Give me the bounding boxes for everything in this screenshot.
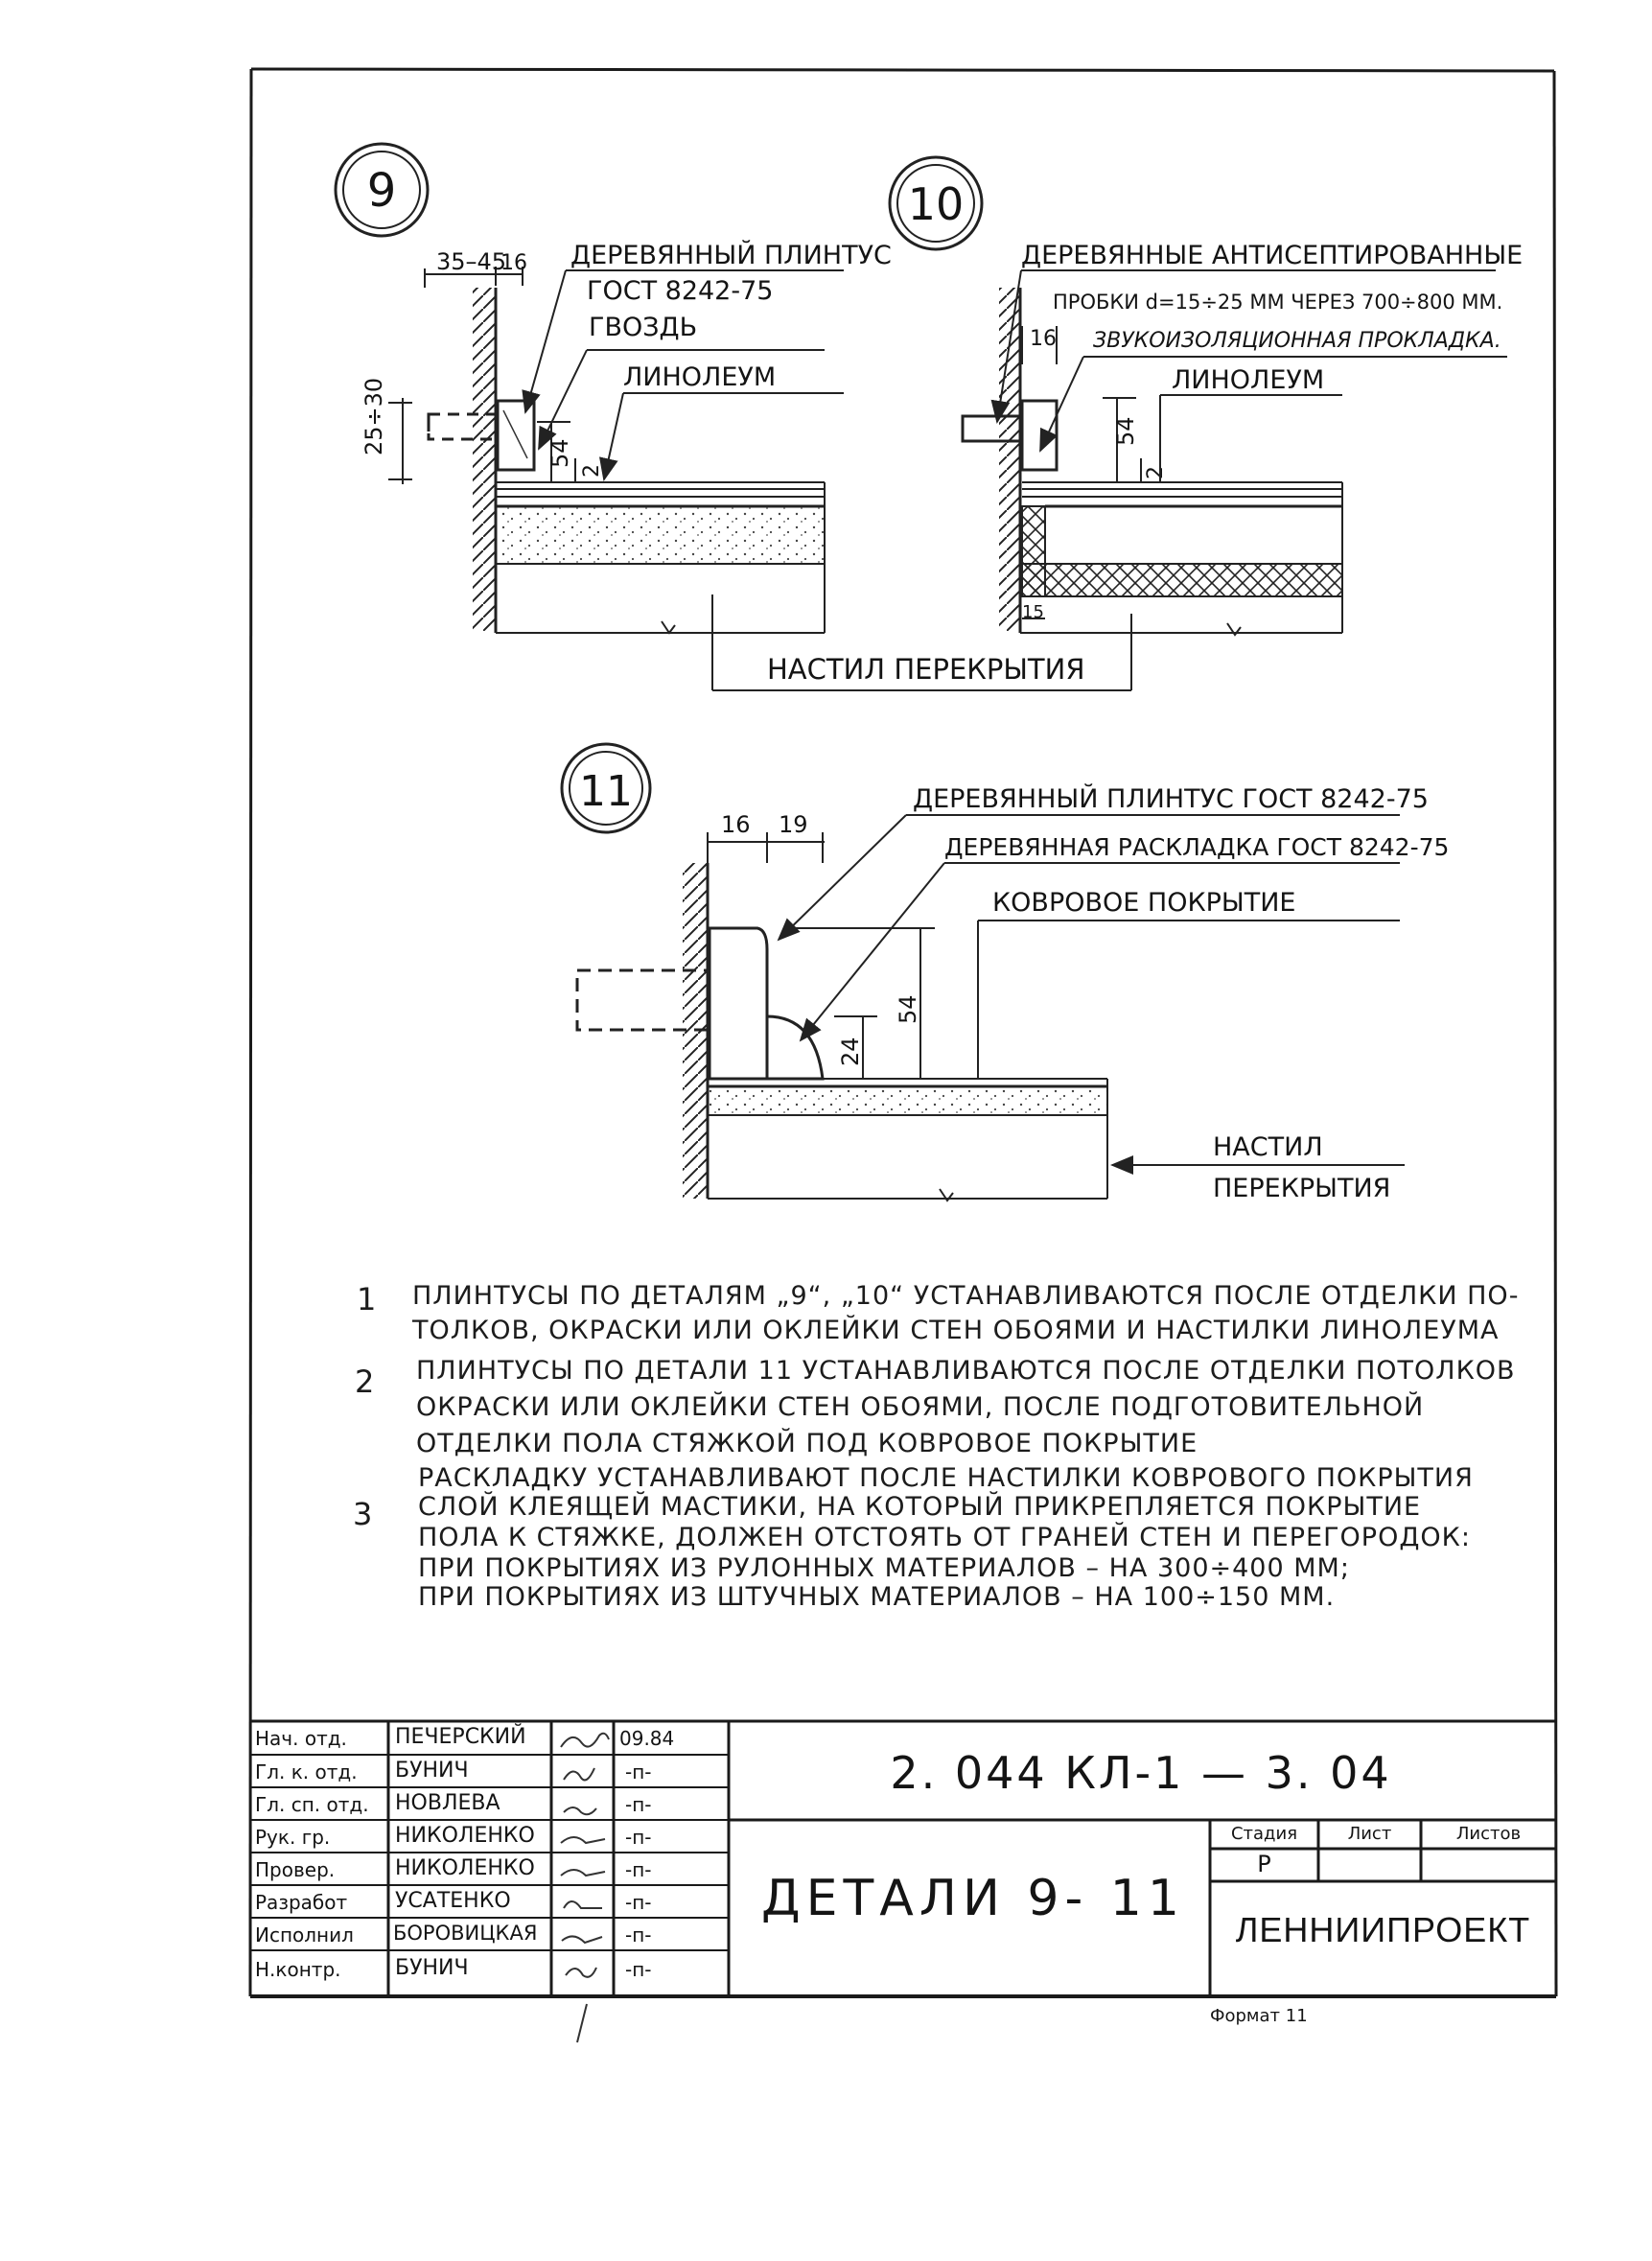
tb-date: -п- (625, 1793, 652, 1816)
tb-date: -п- (625, 1858, 652, 1881)
detail-11-carpet-label: КОВРОВОЕ ПОКРЫТИЕ (992, 888, 1296, 918)
tb-date: -п- (625, 1826, 652, 1849)
tb-name: БУНИЧ (395, 1759, 469, 1783)
detail-9-linoleum-label: ЛИНОЛЕУМ (623, 362, 777, 392)
tb-role: Гл. к. отд. (255, 1760, 358, 1783)
svg-text:24: 24 (837, 1037, 864, 1066)
detail-10-marker (890, 157, 982, 249)
tb-role: Исполнил (255, 1923, 354, 1946)
tb-role: Гл. сп. отд. (255, 1793, 369, 1816)
format-label: Формат 11 (1210, 2006, 1308, 2026)
slab-label: НАСТИЛ ПЕРЕКРЫТИЯ (767, 653, 1085, 686)
note-2-line-3: ОТДЕЛКИ ПОЛА СТЯЖКОЙ ПОД КОВРОВОЕ ПОКРЫТИЕ (416, 1429, 1198, 1458)
detail-9-floor (496, 482, 825, 633)
svg-text:11: 11 (579, 767, 633, 816)
detail-10-plugs-size-label: ПРОБКИ d=15÷25 ММ ЧЕРЕЗ 700÷800 ММ. (1053, 291, 1503, 314)
sheet-title: ДЕТАЛИ 9- 11 (761, 1870, 1185, 1927)
detail-11-plinth-label: ДЕРЕВЯННЫЙ ПЛИНТУС ГОСТ 8242-75 (913, 784, 1429, 814)
tb-name: БОРОВИЦКАЯ (393, 1922, 538, 1945)
tb-name: НОВЛЕВА (395, 1791, 500, 1815)
detail-9 (336, 144, 892, 633)
detail-9-marker (336, 144, 428, 236)
note-3-number: 3 (353, 1496, 373, 1532)
detail-11-slab-label-1: НАСТИЛ (1213, 1132, 1323, 1162)
detail-10-plugs-label: ДЕРЕВЯННЫЕ АНТИСЕПТИРОВАННЫЕ (1021, 241, 1524, 270)
detail-11-marker (562, 744, 650, 832)
tb-role: Разработ (255, 1891, 348, 1914)
document-code: 2. 044 КЛ-1 — 3. 04 (890, 1747, 1392, 1799)
tb-name: НИКОЛЕНКО (395, 1824, 535, 1848)
stage-header: Стадия (1230, 1824, 1298, 1844)
organization-name: ЛЕННИИПРОЕКТ (1235, 1910, 1531, 1949)
svg-text:54: 54 (1112, 416, 1139, 446)
sheet-frame (250, 69, 1556, 1996)
detail-10-linoleum-label: ЛИНОЛЕУМ (1172, 365, 1325, 395)
svg-text:10: 10 (907, 178, 965, 230)
tb-role: Рук. гр. (255, 1826, 331, 1849)
note-1-line-1: ПЛИНТУСЫ ПО ДЕТАЛЯМ „9“, „10“ УСТАНАВЛИВАЮТСЯ ПОСЛЕ ОТДЕЛКИ ПО- (412, 1281, 1520, 1311)
note-2-line-4: РАСКЛАДКУ УСТАНАВЛИВАЮТ ПОСЛЕ НАСТИЛКИ КОВРОВОГО ПОКРЫТИЯ (418, 1463, 1474, 1493)
tb-date: -п- (625, 1891, 652, 1914)
note-3-line-4: ПРИ ПОКРЫТИЯХ ИЗ ШТУЧНЫХ МАТЕРИАЛОВ – НА 100÷150 ММ. (418, 1582, 1336, 1612)
note-2-line-2: ОКРАСКИ ИЛИ ОКЛЕЙКИ СТЕН ОБОЯМИ, ПОСЛЕ ПОДГОТОВИТЕЛЬНОЙ (416, 1392, 1425, 1422)
svg-text:9: 9 (366, 164, 397, 218)
note-3-line-1: СЛОЙ КЛЕЯЩЕЙ МАСТИКИ, НА КОТОРЫЙ ПРИКРЕПЛЯЕТСЯ ПОКРЫТИЕ (418, 1492, 1422, 1522)
svg-text:54: 54 (547, 438, 573, 468)
sheet-header: Лист (1347, 1824, 1392, 1844)
detail-11-strip (767, 1016, 823, 1079)
note-2-number: 2 (355, 1364, 375, 1400)
detail-10-plinth (1022, 401, 1057, 470)
svg-text:19: 19 (779, 811, 808, 838)
detail-9-gost-label: ГОСТ 8242-75 (587, 276, 774, 306)
tb-date: -п- (625, 1760, 652, 1783)
detail-11-floor (708, 1079, 1107, 1200)
tb-role: Провер. (255, 1858, 336, 1881)
tb-name: БУНИЧ (395, 1956, 469, 1980)
svg-text:16: 16 (721, 811, 751, 838)
tb-date: 09.84 (619, 1727, 675, 1750)
detail-11 (562, 744, 1449, 1203)
svg-text:2: 2 (1144, 466, 1168, 479)
tb-date: -п- (625, 1958, 652, 1981)
tb-role: Нач. отд. (255, 1727, 347, 1750)
stage-value: Р (1257, 1851, 1271, 1877)
detail-9-wall-hatch (473, 288, 496, 631)
detail-10-floor (1020, 482, 1342, 635)
detail-10 (890, 157, 1523, 635)
svg-text:54: 54 (895, 994, 921, 1024)
tb-date: -п- (625, 1923, 652, 1946)
tb-role: Н.контр. (255, 1958, 341, 1981)
svg-text:25÷30: 25÷30 (361, 377, 387, 455)
svg-text:2: 2 (580, 464, 604, 478)
svg-text:35–45: 35–45 (436, 248, 507, 275)
svg-text:15: 15 (1022, 602, 1044, 622)
svg-text:16: 16 (1030, 327, 1057, 351)
note-1-number: 1 (357, 1281, 377, 1317)
tb-name: ПЕЧЕРСКИЙ (395, 1725, 526, 1749)
detail-10-gasket-label: ЗВУКОИЗОЛЯЦИОННАЯ ПРОКЛАДКА. (1093, 329, 1501, 353)
detail-10-sound-gasket (1022, 564, 1342, 596)
detail-11-plinth (710, 928, 767, 1079)
detail-9-nail-label: ГВОЗДЬ (589, 313, 698, 342)
tb-name: НИКОЛЕНКО (395, 1856, 535, 1880)
tb-name: УСАТЕНКО (395, 1889, 511, 1913)
sheets-header: Листов (1455, 1824, 1522, 1844)
note-2-line-1: ПЛИНТУСЫ ПО ДЕТАЛИ 11 УСТАНАВЛИВАЮТСЯ ПОСЛЕ ОТДЕЛКИ ПОТОЛКОВ (416, 1356, 1516, 1386)
svg-text:16: 16 (500, 251, 527, 275)
detail-11-strip-label: ДЕРЕВЯННАЯ РАСКЛАДКА ГОСТ 8242-75 (944, 833, 1450, 861)
note-3-line-2: ПОЛА К СТЯЖКЕ, ДОЛЖЕН ОТСТОЯТЬ ОТ ГРАНЕЙ СТЕН И ПЕРЕГОРОДОК: (418, 1523, 1471, 1552)
note-3-line-3: ПРИ ПОКРЫТИЯХ ИЗ РУЛОННЫХ МАТЕРИАЛОВ – НА 300÷400 ММ; (418, 1553, 1350, 1583)
note-1-line-2: ТОЛКОВ, ОКРАСКИ ИЛИ ОКЛЕЙКИ СТЕН ОБОЯМИ И НАСТИЛКИ ЛИНОЛЕУМА (412, 1316, 1500, 1345)
detail-11-slab-label-2: ПЕРЕКРЫТИЯ (1213, 1174, 1391, 1203)
detail-9-plinth-label: ДЕРЕВЯННЫЙ ПЛИНТУС (570, 241, 892, 270)
